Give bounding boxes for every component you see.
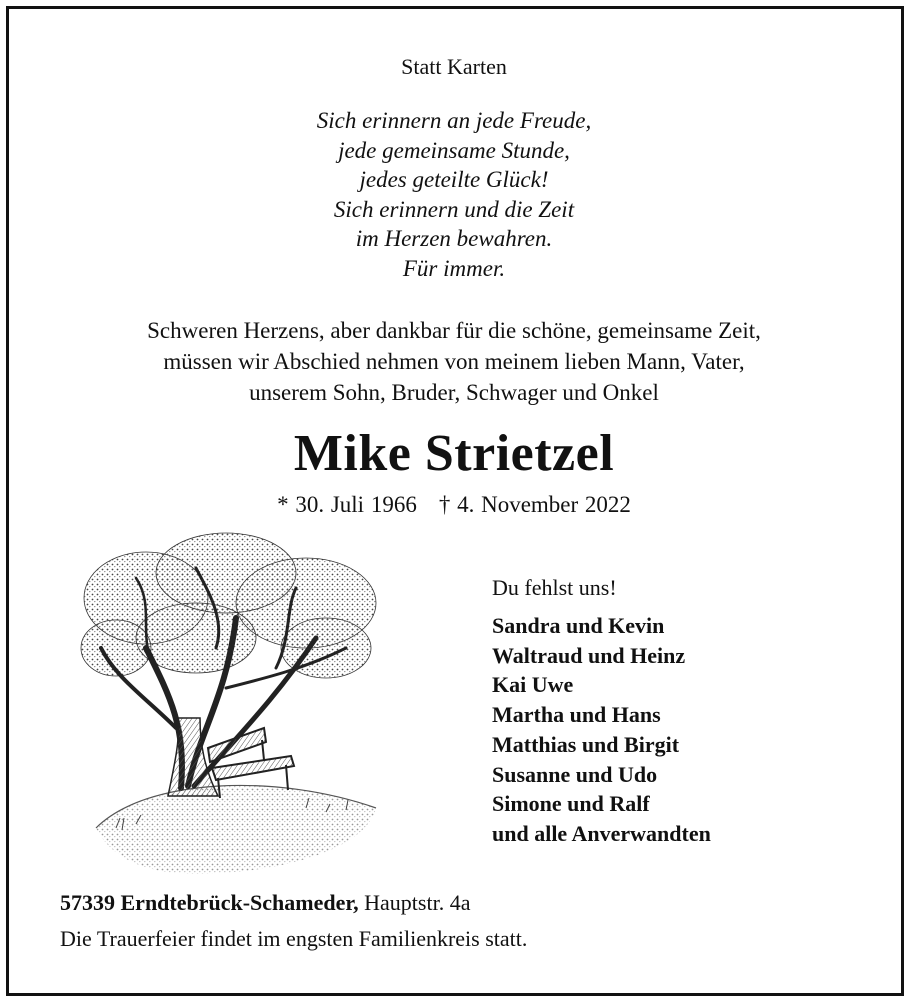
- miss-you-text: Du fehlst uns!: [492, 575, 617, 600]
- ceremony-note: Die Trauerfeier findet im engsten Familienkreis statt.: [60, 926, 528, 951]
- address-city: 57339 Erndtebrück-Schameder,: [60, 890, 359, 915]
- list-item: Martha und Hans: [492, 702, 661, 728]
- notice-header: Statt Karten: [401, 54, 507, 79]
- deceased-name: Mike Strietzel: [293, 425, 615, 482]
- address-street: Hauptstr. 4a: [358, 890, 471, 915]
- list-item: Susanne und Udo: [492, 761, 658, 787]
- intro-line: müssen wir Abschied nehmen von meinem lieben Mann, Vater,: [163, 349, 745, 374]
- mourners-list: [492, 611, 711, 849]
- birth-date: * 30. Juli 1966: [277, 492, 417, 517]
- poem: [0, 106, 908, 283]
- death-date: † 4. November 2022: [438, 492, 631, 517]
- poem-line: jede gemeinsame Stunde,: [338, 137, 570, 163]
- poem-line: im Herzen bewahren.: [355, 226, 553, 251]
- list-item: Matthias und Birgit: [492, 731, 680, 757]
- poem-line: Für immer.: [402, 255, 506, 281]
- poem-line: Sich erinnern an jede Freude,: [316, 108, 592, 133]
- list-item: Simone und Ralf: [492, 791, 650, 817]
- list-item: Sandra und Kevin: [492, 613, 665, 638]
- intro-line: Schweren Herzens, aber dankbar für die schöne, gemeinsame Zeit,: [147, 318, 761, 343]
- intro-line: unserem Sohn, Bruder, Schwager und Onkel: [249, 380, 659, 405]
- intro-text: [0, 315, 908, 408]
- list-item: und alle Anverwandten: [492, 820, 711, 846]
- tree-with-bench-icon: [76, 528, 386, 876]
- life-dates: [0, 492, 908, 518]
- poem-line: jedes geteilte Glück!: [359, 167, 549, 192]
- mourners-block: [492, 575, 711, 849]
- list-item: Kai Uwe: [492, 672, 574, 698]
- address: [60, 890, 470, 916]
- list-item: Waltraud und Heinz: [492, 642, 686, 668]
- poem-line: Sich erinnern und die Zeit: [333, 196, 575, 222]
